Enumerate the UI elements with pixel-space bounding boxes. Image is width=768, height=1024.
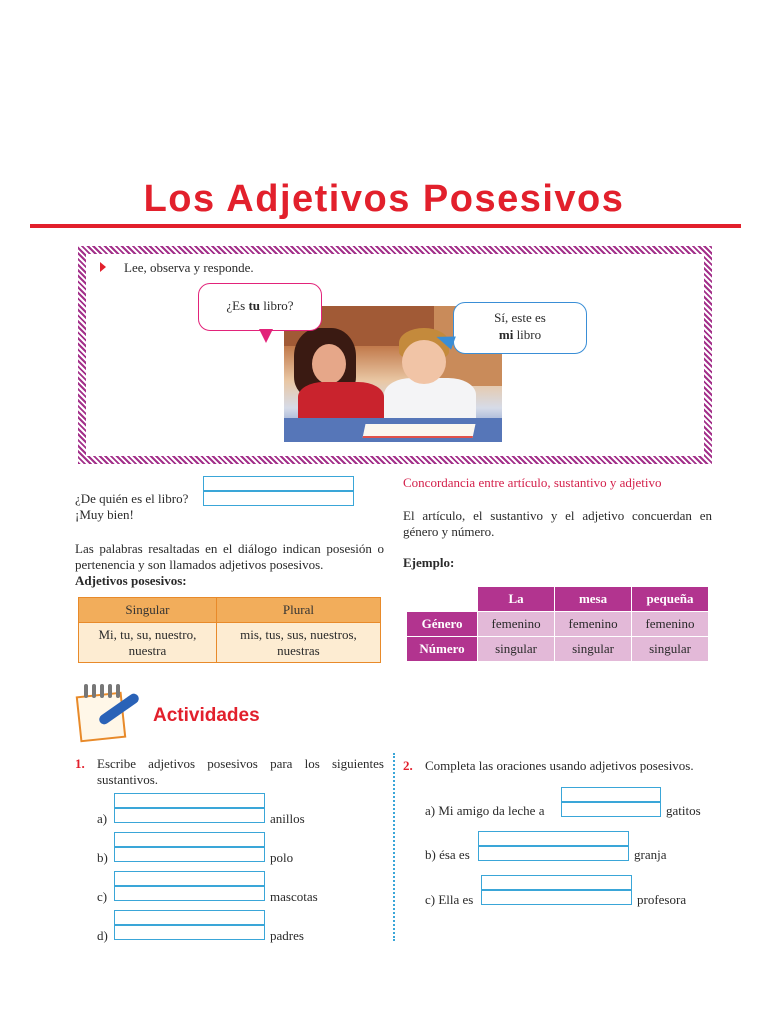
table-cell: mis, tus, sus, nuestros, nuestras bbox=[216, 623, 380, 663]
row-header: Número bbox=[407, 637, 478, 662]
page-title: Los Adjetivos Posesivos bbox=[143, 178, 625, 220]
explanation-text: Las palabras resaltadas en el diálogo indican posesión o pertenencia y son llamados adjetivos posesivos. bbox=[75, 541, 384, 572]
answer-field[interactable] bbox=[114, 832, 265, 847]
row-header: Género bbox=[407, 612, 478, 637]
answer-field-top[interactable] bbox=[203, 476, 354, 491]
table-header: pequeña bbox=[632, 587, 709, 612]
answer-field[interactable] bbox=[481, 890, 632, 905]
answer-field[interactable] bbox=[114, 808, 265, 823]
table-cell: femenino bbox=[555, 612, 632, 637]
exercise-2-prompt: Completa las oraciones usando adjetivos posesivos. bbox=[425, 758, 694, 773]
table-row bbox=[407, 637, 709, 662]
title-underline bbox=[30, 224, 741, 228]
answer-field[interactable] bbox=[114, 925, 265, 940]
table-row bbox=[407, 612, 709, 637]
exercise-1-number: 1. bbox=[75, 756, 85, 771]
item-noun: mascotas bbox=[270, 889, 318, 904]
answer-field[interactable] bbox=[561, 787, 661, 802]
answer-field[interactable] bbox=[114, 886, 265, 901]
item-letter: d) bbox=[97, 928, 108, 943]
table-cell: Mi, tu, su, nuestro, nuestra bbox=[79, 623, 217, 663]
item-letter: a) bbox=[97, 811, 108, 826]
table-header: Plural bbox=[216, 598, 380, 623]
table-cell: singular bbox=[555, 637, 632, 662]
question-line: ¿De quién es el libro? bbox=[75, 491, 189, 506]
item-letter: b) bbox=[97, 850, 108, 865]
answer-field[interactable] bbox=[481, 875, 632, 890]
speech-bubble-boy: Sí, este es mi libro bbox=[453, 302, 587, 354]
table-header: La bbox=[478, 587, 555, 612]
notebook-pen-icon bbox=[74, 684, 142, 746]
agreement-text: El artículo, el sustantivo y el adjetivo concuerdan en género y número. bbox=[403, 508, 712, 539]
bullet-icon bbox=[100, 262, 106, 272]
table-cell: femenino bbox=[478, 612, 555, 637]
speech-bubble-teacher: ¿Es tu libro? bbox=[198, 283, 322, 331]
answer-field[interactable] bbox=[114, 910, 265, 925]
sentence-end: gatitos bbox=[666, 803, 701, 818]
sentence-start: b) ésa es bbox=[425, 847, 470, 862]
exercise-1-prompt: Escribe adjetivos posesivos para los siguientes sustantivos. bbox=[97, 756, 384, 787]
answer-field[interactable] bbox=[478, 831, 629, 846]
sentence-start: c) Ella es bbox=[425, 892, 474, 907]
item-noun: anillos bbox=[270, 811, 305, 826]
table-cell: singular bbox=[478, 637, 555, 662]
possessives-table bbox=[78, 597, 381, 663]
table-cell: singular bbox=[632, 637, 709, 662]
table-header: mesa bbox=[555, 587, 632, 612]
possessives-label: Adjetivos posesivos: bbox=[75, 573, 187, 588]
answer-field[interactable] bbox=[114, 793, 265, 808]
praise-line: ¡Muy bien! bbox=[75, 507, 134, 522]
table-cell: femenino bbox=[632, 612, 709, 637]
sentence-end: granja bbox=[634, 847, 667, 862]
sentence-end: profesora bbox=[637, 892, 687, 907]
item-noun: polo bbox=[270, 850, 294, 865]
column-divider bbox=[393, 753, 395, 941]
answer-field[interactable] bbox=[478, 846, 629, 861]
answer-field-bottom[interactable] bbox=[203, 491, 354, 506]
reading-instruction: Lee, observa y responde. bbox=[124, 260, 254, 275]
table-header: Singular bbox=[79, 598, 217, 623]
answer-field[interactable] bbox=[561, 802, 661, 817]
answer-field[interactable] bbox=[114, 871, 265, 886]
item-letter: c) bbox=[97, 889, 108, 904]
exercise-2-number: 2. bbox=[403, 758, 413, 773]
answer-field[interactable] bbox=[114, 847, 265, 862]
agreement-example-table bbox=[406, 586, 709, 662]
example-label: Ejemplo: bbox=[403, 555, 455, 570]
activities-title: Actividades bbox=[153, 705, 260, 726]
agreement-heading: Concordancia entre artículo, sustantivo y adjetivo bbox=[403, 475, 662, 490]
item-noun: padres bbox=[270, 928, 304, 943]
sentence-start: a) Mi amigo da leche a bbox=[425, 803, 545, 818]
